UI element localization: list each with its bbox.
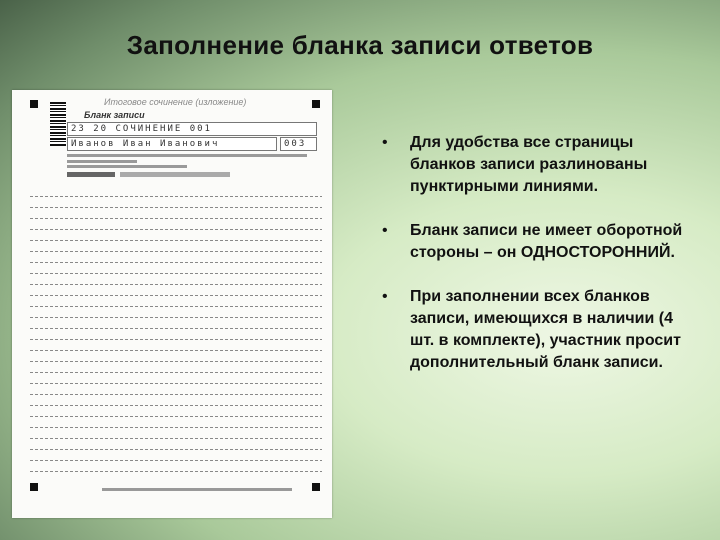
form-footer-note (102, 488, 292, 491)
form-number-box: 003 (280, 137, 317, 151)
answer-form-image (12, 90, 332, 518)
fine-print (67, 165, 187, 168)
barcode (50, 102, 66, 146)
form-section-note (120, 172, 230, 177)
fine-print (67, 154, 307, 157)
form-code-row: 23 20 СОЧИНЕНИЕ 001 (67, 122, 317, 136)
bullet-list (378, 132, 698, 396)
form-subtitle: Бланк записи (84, 110, 145, 120)
form-section-bar (67, 172, 115, 177)
form-name-row: Иванов Иван Иванович (67, 137, 277, 151)
bullet-marker: • (382, 288, 388, 305)
bullet-marker: • (382, 134, 388, 151)
bullet-text: Бланк записи не имеет оборотной стороны – он ОДНОСТОРОННИЙ. (410, 222, 683, 261)
bullet-item (378, 220, 698, 264)
slide-title: Заполнение бланка записи ответов (126, 30, 594, 60)
corner-mark (30, 100, 38, 108)
corner-mark (312, 100, 320, 108)
bullet-text: При заполнении всех бланков записи, имеющихся в наличии (4 шт. в комплекте), участник просит дополнительный бланк записи. (410, 288, 681, 371)
bullet-text: Для удобства все страницы бланков записи разлинованы пунктирными линиями. (410, 134, 648, 195)
corner-mark (30, 483, 38, 491)
bullet-item (378, 286, 698, 374)
bullet-item (378, 132, 698, 198)
fine-print (67, 160, 137, 163)
dotted-answer-lines (30, 186, 322, 478)
form-header: Итоговое сочинение (изложение) (104, 97, 247, 107)
bullet-marker: • (382, 222, 388, 239)
corner-mark (312, 483, 320, 491)
